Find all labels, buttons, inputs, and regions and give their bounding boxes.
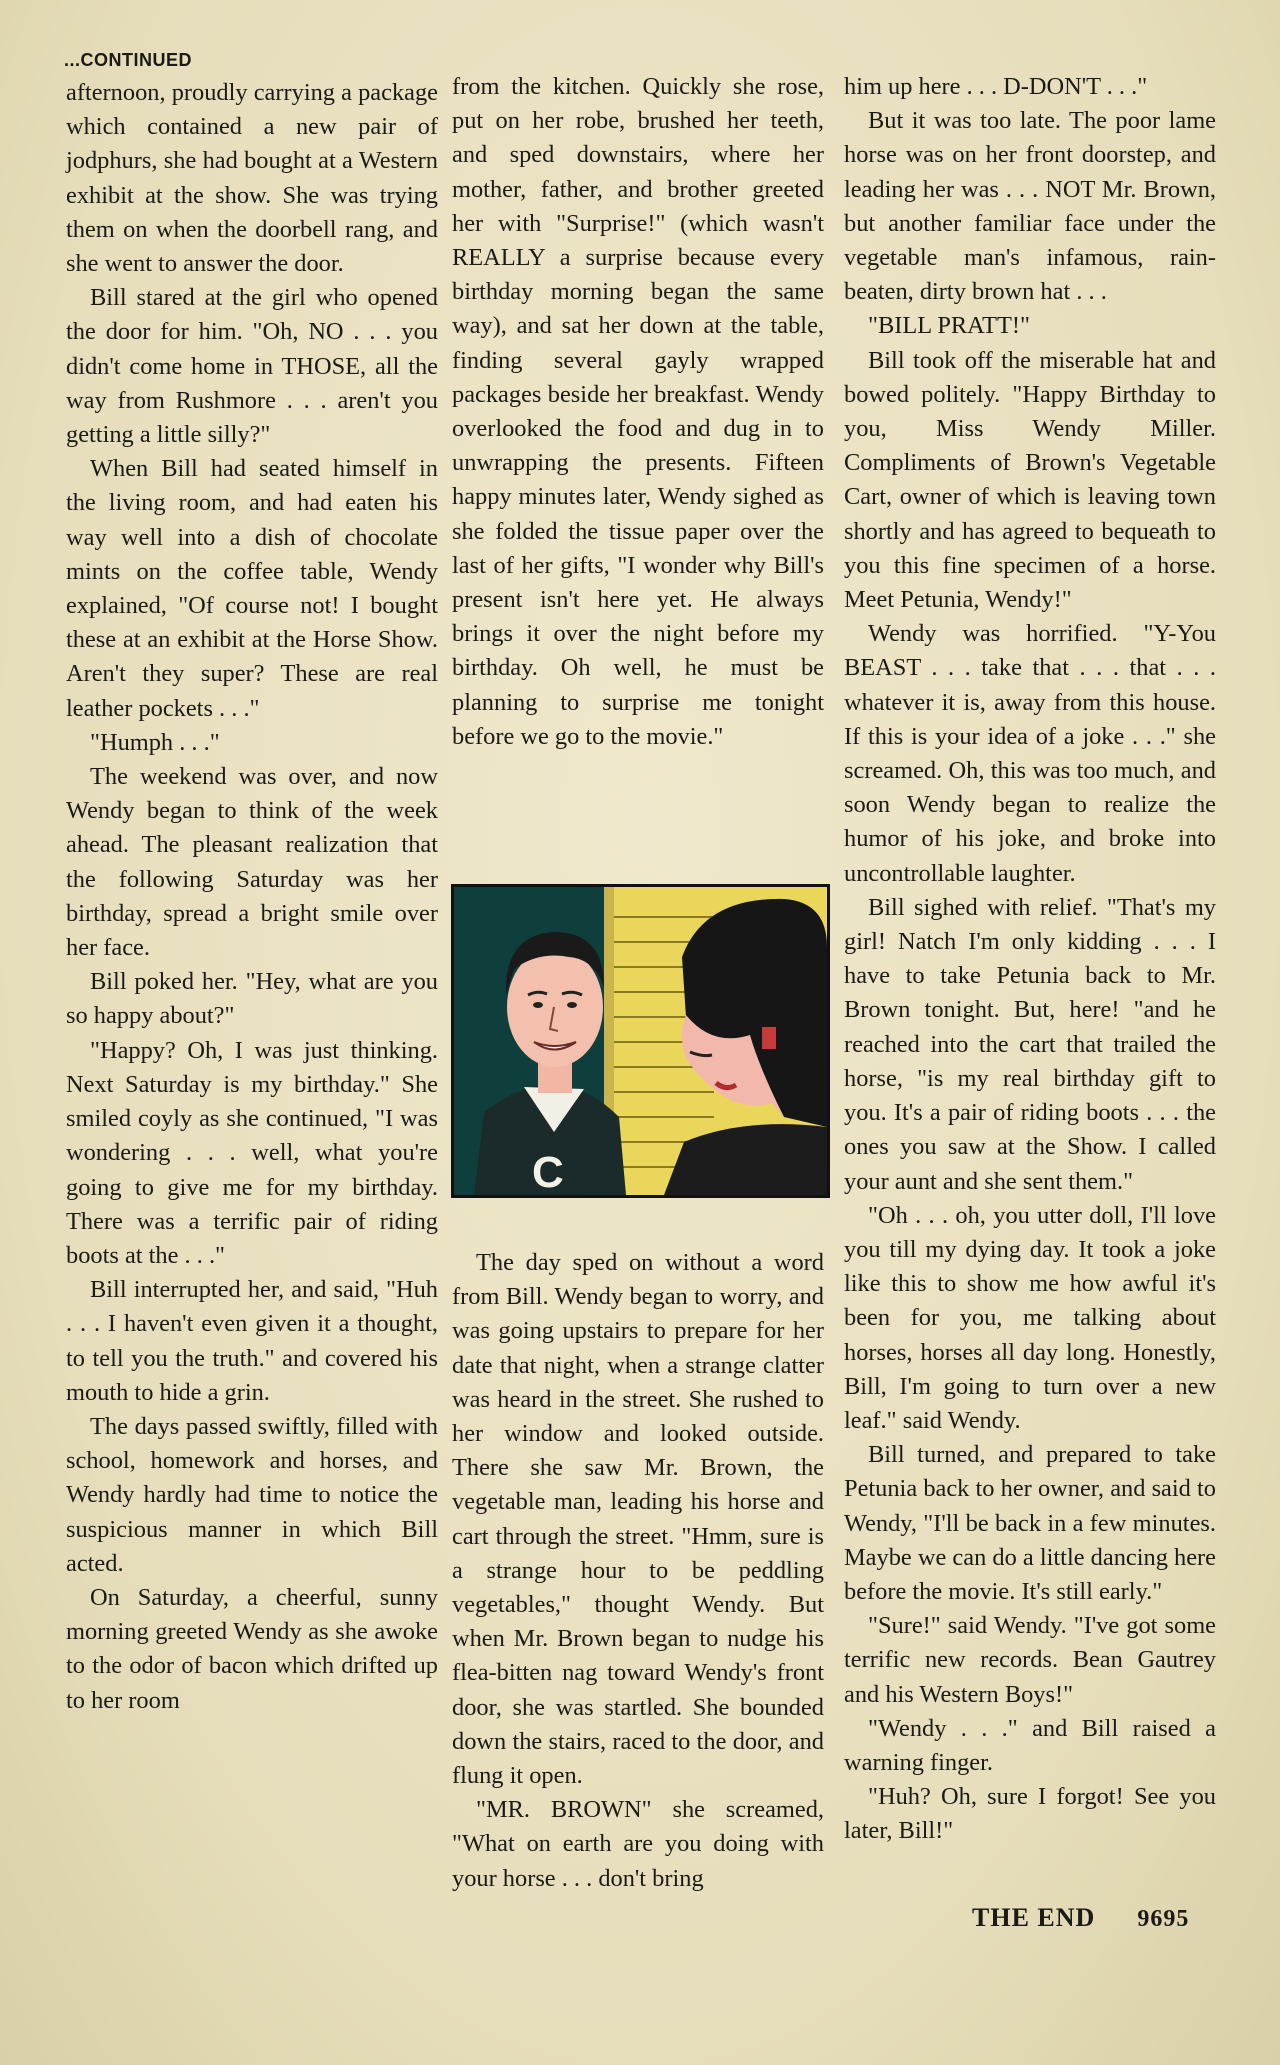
paragraph: The days passed swiftly, filled with school, homework and horses, and Wendy hardly had time to notice the suspicious manner in which Bill acted. bbox=[66, 1412, 438, 1577]
paragraph: On Saturday, a cheerful, sunny morning greeted Wendy as she awoke to the odor of bacon which drifted up to her room bbox=[66, 1583, 438, 1714]
page-code: 9695 bbox=[1137, 1906, 1190, 1932]
paragraph: When Bill had seated himself in the living room, and had eaten his way well into a dish of chocolate mints on the coffee table, Wendy explained, "Of course not! I bought these at an exhibit at the Horse Show. Aren't they super? These are real leather pockets . . ." bbox=[66, 455, 438, 722]
bill-and-wendy-illustration bbox=[454, 887, 827, 1195]
paragraph: Bill stared at the girl who opened the door for him. "Oh, NO . . . you didn't come home in THOSE, all the way from Rushmore . . . aren't you getting a little silly?" bbox=[66, 284, 438, 449]
paragraph: Bill interrupted her, and said, "Huh . . . I haven't even given it a thought, to tell you the truth." and covered his mouth to hide a grin. bbox=[66, 1276, 438, 1406]
paragraph: Bill poked her. "Hey, what are you so happy about?" bbox=[66, 968, 438, 1030]
paragraph: "MR. BROWN" she screamed, "What on earth are you doing with your horse . . . don't bring bbox=[452, 1796, 824, 1892]
paragraph: Bill sighed with relief. "That's my girl! Natch I'm only kidding . . . I have to take Petunia back to Mr. Brown tonight. But, here! "and he reached into the cart that trailed the horse, "is my real birthday gift to you. It's a pair of riding boots . . . the ones you saw at the Show. I called your aunt and she sent them." bbox=[844, 893, 1216, 1195]
paragraph: "BILL PRATT!" bbox=[868, 312, 1030, 340]
text-column-1 bbox=[66, 76, 438, 1718]
paragraph: "Humph . . ." bbox=[90, 728, 220, 756]
continued-label: ...CONTINUED bbox=[64, 50, 193, 70]
the-end-label: THE END bbox=[972, 1903, 1096, 1932]
text-column-3 bbox=[844, 70, 1216, 1849]
the-end-footer bbox=[972, 1903, 1189, 1933]
paragraph: afternoon, proudly carrying a package which contained a new pair of jodphurs, she had bought at a Western exhibit at the show. She was trying them on when the doorbell rang, and she went to answer the door. bbox=[66, 79, 438, 278]
paragraph: Bill turned, and prepared to take Petunia back to her owner, and said to Wendy, "I'll be back in a few minutes. Maybe we can do a little dancing here before the movie. It's still early." bbox=[844, 1441, 1216, 1605]
text-column-2-lower bbox=[452, 1246, 824, 1896]
paragraph: But it was too late. The poor lame horse was on her front doorstep, and leading her was . . . NOT Mr. Brown, but another familiar face under the vegetable man's infamous, rain-beaten, dirty brown hat . . . bbox=[844, 107, 1216, 306]
text-column-2 bbox=[452, 70, 824, 1892]
paragraph: The day sped on without a word from Bill. Wendy began to worry, and was going upstairs to prepare for her date that night, when a strange clatter was heard in the street. She rushed to her window and looked outside. There she saw Mr. Brown, the vegetable man, leading his horse and cart through the street. "Hmm, sure is a strange hour to be peddling vegetables," thought Wendy. But when Mr. Brown began to nudge his flea-bitten nag toward Wendy's front door, she was startled. She bounded down the stairs, raced to the door, and flung it open. bbox=[452, 1249, 824, 1790]
paragraph: "Oh . . . oh, you utter doll, I'll love you till my dying day. It took a joke like this to show me how awful it's been for you, me talking about horses, horses all day long. Honestly, Bill, I'm going to turn over a new leaf." said Wendy. bbox=[844, 1201, 1216, 1434]
paragraph: "Sure!" said Wendy. "I've got some terrific new records. Bean Gautrey and his Western Boys!" bbox=[844, 1612, 1216, 1708]
comic-panel-illustration bbox=[451, 884, 830, 1198]
paragraph: Bill took off the miserable hat and bowed politely. "Happy Birthday to you, Miss Wendy Miller. Compliments of Brown's Vegetable Cart, owner of which is leaving town shortly and has agreed to bequeath to you this fine specimen of a horse. Meet Petunia, Wendy!" bbox=[844, 346, 1216, 614]
sweater-letter: C bbox=[532, 1148, 564, 1195]
paragraph: The weekend was over, and now Wendy began to think of the week ahead. The pleasant realization that the following Saturday was her birthday, spread a bright smile over her face. bbox=[66, 763, 438, 962]
paragraph: "Happy? Oh, I was just thinking. Next Saturday is my birthday." She smiled coyly as she continued, "I was wondering . . . well, what you're going to give me for my birthday. There was a terrific pair of riding boots at the . . ." bbox=[66, 1036, 438, 1269]
paragraph: "Wendy . . ." and Bill raised a warning finger. bbox=[844, 1714, 1216, 1776]
paragraph: him up here . . . D-DON'T . . ." bbox=[844, 73, 1148, 100]
paragraph: Wendy was horrified. "Y-You BEAST . . . take that . . . that . . . whatever it is, away from this house. If this is your idea of a joke . . ." she screamed. Oh, this was too much, and soon Wendy began to realize the humor of his joke, and broke into uncontrollable laughter. bbox=[844, 620, 1216, 887]
paragraph: "Huh? Oh, sure I forgot! See you later, Bill!" bbox=[844, 1783, 1216, 1845]
paragraph: from the kitchen. Quickly she rose, put on her robe, brushed her teeth, and sped downstairs, where her mother, father, and brother greeted her with "Surprise!" (which wasn't REALLY a surprise because every birthday morning began the same way), and sat her down at the table, finding several gayly wrapped packages beside her breakfast. Wendy overlooked the food and dug in to unwrapping the presents. Fifteen happy minutes later, Wendy sighed as she folded the tissue paper over the last of her gifts, "I wonder why Bill's present isn't here yet. He always brings it over the night before my birthday. Oh well, he must be planning to surprise me tonight before we go to the movie." bbox=[452, 73, 824, 750]
